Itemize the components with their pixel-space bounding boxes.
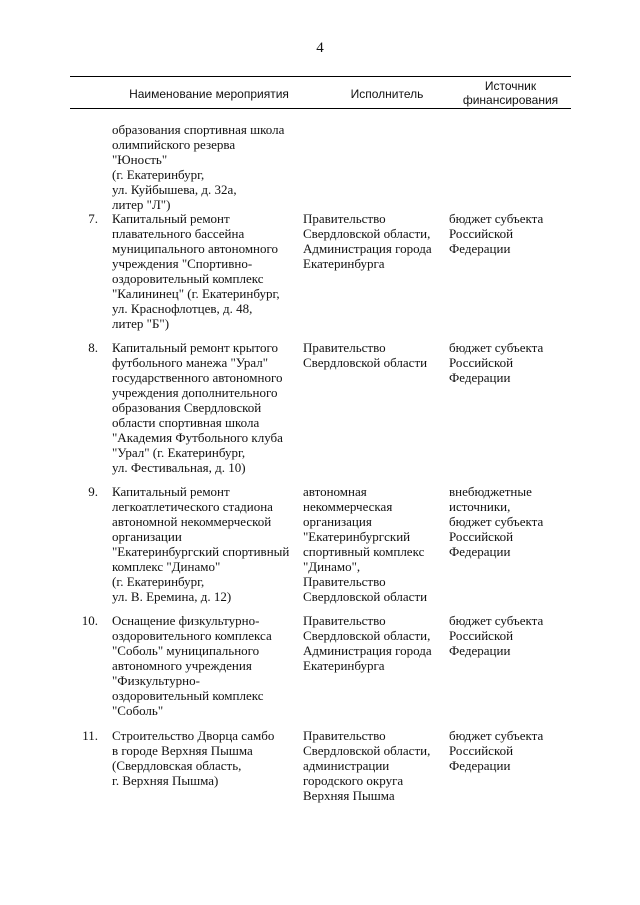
executor: Правительство Свердловской области, Администрация города Екатеринбурга: [303, 211, 432, 271]
executor: Правительство Свердловской области, администрации городского округа Верхняя Пышма: [303, 728, 431, 803]
row-number: 10.: [81, 613, 98, 628]
row-number: 9.: [88, 484, 98, 499]
funding-source: внебюджетные источники, бюджет субъекта Российской Федерации: [449, 484, 544, 559]
executor: автономная некоммерческая организация "Екатеринбургский спортивный комплекс "Динамо", Правительство Свердловской области: [303, 484, 428, 604]
page-number: 4: [316, 40, 324, 56]
header-executor: Исполнитель: [350, 87, 424, 101]
event-name: Капитальный ремонт плавательного бассейна муниципального автономного учреждения "Спортивно- оздоровительный комплекс "Калининец" (г. Екатеринбург, ул. Краснофлотцев, д. 48, литер "Б"): [112, 211, 280, 331]
funding-source: бюджет субъекта Российской Федерации: [449, 211, 544, 256]
executor: Правительство Свердловской области, Администрация города Екатеринбурга: [303, 613, 432, 673]
row-number: 7.: [88, 211, 98, 226]
header-name: Наименование мероприятия: [129, 87, 289, 101]
table-header: [70, 76, 571, 109]
funding-source: бюджет субъекта Российской Федерации: [449, 613, 544, 658]
funding-source: бюджет субъекта Российской Федерации: [449, 728, 544, 773]
event-name: Капитальный ремонт легкоатлетического стадиона автономной некоммерческой организации "Екатеринбургский спортивный комплекс "Динамо" (г. Екатеринбург, ул. В. Еремина, д. 12): [112, 484, 290, 604]
row-number: 8.: [88, 340, 98, 355]
header-source: Источник финансирования: [462, 79, 559, 107]
row-number: 11.: [82, 728, 98, 743]
executor: Правительство Свердловской области: [303, 340, 428, 370]
event-name: Оснащение физкультурно- оздоровительного комплекса "Соболь" муниципального автономного учреждения "Физкультурно- оздоровительный комплекс "Соболь": [112, 613, 272, 718]
event-name: Строительство Дворца самбо в городе Верхняя Пышма (Свердловская область, г. Верхняя Пышма): [112, 728, 275, 788]
event-name: Капитальный ремонт крытого футбольного манежа "Урал" государственного автономного учреждения дополнительного образования Свердловской области спортивная школа "Академия Футбольного клуба "Урал" (г. Екатеринбург, ул. Фестивальная, д. 10): [112, 340, 283, 475]
event-name: образования спортивная школа олимпийского резерва "Юность" (г. Екатеринбург, ул. Куйбышева, д. 32а, литер "Л"): [112, 122, 285, 212]
funding-source: бюджет субъекта Российской Федерации: [449, 340, 544, 385]
